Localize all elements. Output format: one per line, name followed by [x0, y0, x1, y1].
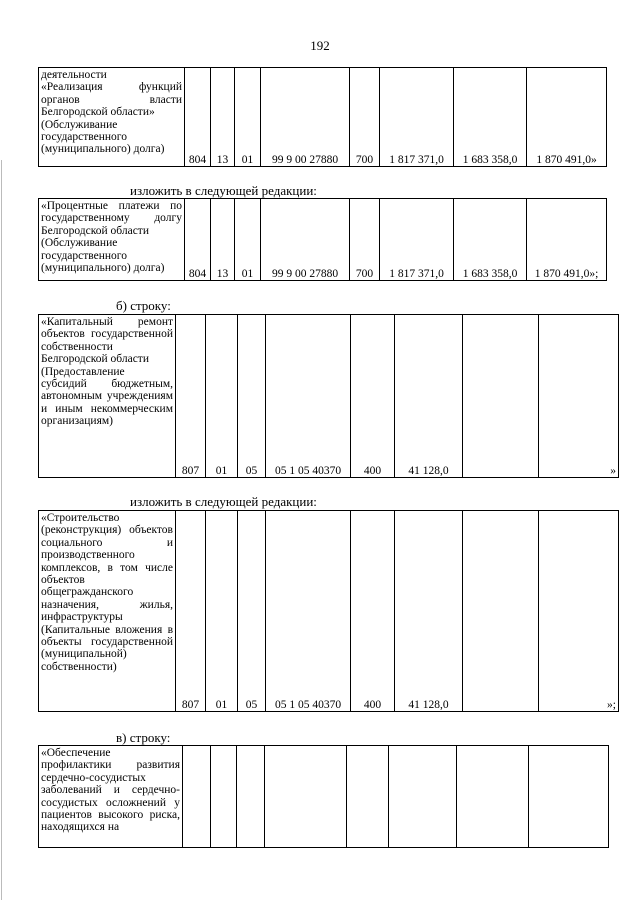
section-code-cell: 01 [206, 511, 238, 712]
table-row [39, 315, 619, 478]
subsection-code-cell [237, 746, 265, 848]
table-row [39, 199, 607, 281]
row-name-cell: «Капитальный ремонт объектов государственной собственности Белгородской области (Предоставление субсидий бюджетным, автономным учреждениям и иным некоммерческим организациям) [39, 315, 176, 478]
target-article-cell: 99 9 00 27880 [261, 68, 350, 167]
amount-year2-cell [457, 746, 529, 848]
target-article-cell: 05 1 05 40370 [266, 511, 351, 712]
target-article-cell [265, 746, 347, 848]
ministry-code-cell: 804 [185, 68, 211, 167]
table-row [39, 68, 607, 167]
budget-table-3 [38, 314, 619, 478]
row-name-cell: «Процентные платежи по государственному долгу Белгородской области (Обслуживание государственного (муниципального) долга) [39, 199, 185, 281]
section-code-cell [211, 746, 237, 848]
scan-margin-line [1, 160, 2, 900]
amount-year1-cell: 1 817 371,0 [380, 68, 454, 167]
target-article-cell: 05 1 05 40370 [266, 315, 351, 478]
amount-year3-cell: » [539, 315, 619, 478]
row-name-cell: «Строительство (реконструкция) объектов социального и производственного комплексов, в том числе объектов общегражданского назначения, жилья, инфраструктуры (Капитальные вложения в объекты государственной (муниципальной) собственности) [39, 511, 176, 712]
section-v-label: в) строку: [116, 730, 171, 745]
subsection-code-cell: 01 [235, 68, 261, 167]
budget-table-2 [38, 198, 607, 281]
expense-type-cell: 700 [350, 199, 380, 281]
table-row [39, 511, 619, 712]
edit-instruction-label: изложить в следующей редакции: [130, 183, 317, 198]
subsection-code-cell: 05 [238, 511, 266, 712]
expense-type-cell: 400 [351, 315, 395, 478]
amount-year2-cell [463, 315, 539, 478]
amount-year3-cell [529, 746, 609, 848]
section-b-label: б) строку: [116, 298, 171, 313]
amount-year3-cell: 1 870 491,0»; [527, 199, 607, 281]
expense-type-cell [347, 746, 389, 848]
subsection-code-cell: 01 [235, 199, 261, 281]
amount-year1-cell: 1 817 371,0 [380, 199, 454, 281]
budget-table-4 [38, 510, 619, 712]
budget-table-1 [38, 67, 607, 167]
row-name-cell: «Обеспечение профилактики развития сердечно-сосудистых заболеваний и сердечно-сосудистых осложнений у пациентов высокого риска, находящихся на [39, 746, 183, 848]
subsection-code-cell: 05 [238, 315, 266, 478]
section-code-cell: 13 [211, 199, 235, 281]
amount-year2-cell [463, 511, 539, 712]
amount-year1-cell: 41 128,0 [395, 315, 463, 478]
amount-year2-cell: 1 683 358,0 [454, 68, 527, 167]
ministry-code-cell: 807 [176, 315, 206, 478]
expense-type-cell: 700 [350, 68, 380, 167]
ministry-code-cell: 807 [176, 511, 206, 712]
section-code-cell: 13 [211, 68, 235, 167]
ministry-code-cell [183, 746, 211, 848]
amount-year3-cell: 1 870 491,0» [527, 68, 607, 167]
amount-year1-cell: 41 128,0 [395, 511, 463, 712]
budget-table-5 [38, 745, 609, 848]
amount-year1-cell [389, 746, 457, 848]
row-name-cell: деятельности «Реализация функций органов власти Белгородской области» (Обслуживание государственного (муниципального) долга) [39, 68, 185, 167]
section-code-cell: 01 [206, 315, 238, 478]
amount-year3-cell: »; [539, 511, 619, 712]
page-number: 192 [310, 38, 330, 53]
expense-type-cell: 400 [351, 511, 395, 712]
target-article-cell: 99 9 00 27880 [261, 199, 350, 281]
edit-instruction-label: изложить в следующей редакции: [130, 494, 317, 509]
amount-year2-cell: 1 683 358,0 [454, 199, 527, 281]
ministry-code-cell: 804 [185, 199, 211, 281]
table-row [39, 746, 609, 848]
